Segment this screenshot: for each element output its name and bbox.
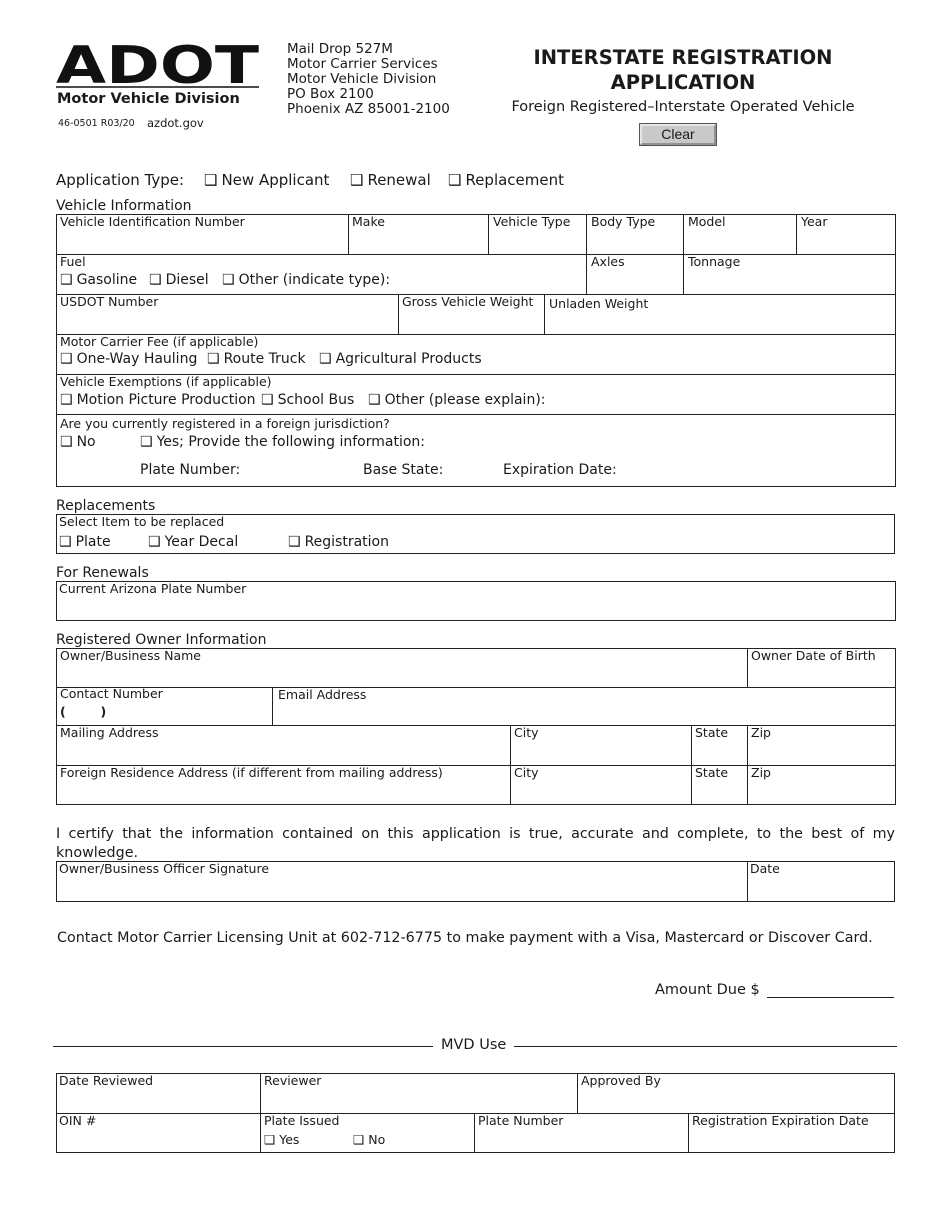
signature-date-field[interactable]: Date: [750, 861, 780, 876]
foreign-address-field[interactable]: Foreign Residence Address (if different from mailing address): [60, 765, 443, 780]
page-subtitle: Foreign Registered–Interstate Operated Vehicle: [511, 99, 855, 115]
foreign-zip-field[interactable]: Zip: [751, 765, 771, 780]
tonnage-field[interactable]: Tonnage: [688, 254, 741, 269]
contact-number-field[interactable]: Contact Number: [60, 686, 163, 701]
title-line: APPLICATION: [610, 71, 756, 94]
year-field[interactable]: Year: [801, 214, 828, 229]
approved-by-field[interactable]: Approved By: [581, 1073, 661, 1088]
usdot-field[interactable]: USDOT Number: [60, 294, 159, 309]
replacement-checkbox[interactable]: ❑ Replacement: [448, 171, 564, 189]
col-divider: [260, 1073, 261, 1153]
col-divider: [272, 687, 273, 725]
mvd-plate-number-field[interactable]: Plate Number: [478, 1113, 564, 1128]
fuel-label: Fuel: [60, 254, 86, 269]
col-divider: [398, 294, 399, 334]
address-line: Phoenix AZ 85001-2100: [287, 101, 450, 117]
expiration-date-label[interactable]: Expiration Date:: [503, 462, 617, 478]
mailing-address-field[interactable]: Mailing Address: [60, 725, 159, 740]
col-divider: [796, 214, 797, 254]
mvd-use-heading: MVD Use: [441, 1037, 507, 1053]
plate-number-label[interactable]: Plate Number:: [140, 462, 241, 478]
col-divider: [683, 214, 684, 254]
year-decal-checkbox[interactable]: ❑ Year Decal: [148, 534, 238, 550]
select-item-label: Select Item to be replaced: [59, 514, 225, 529]
amount-due-input[interactable]: [767, 997, 894, 998]
new-applicant-checkbox[interactable]: ❑ New Applicant: [204, 171, 329, 189]
reviewer-field[interactable]: Reviewer: [264, 1073, 322, 1088]
col-divider: [586, 254, 587, 294]
page-title: [500, 45, 866, 95]
amount-due-label: Amount Due $: [655, 982, 760, 998]
exemptions-label: Vehicle Exemptions (if applicable): [60, 374, 272, 389]
owner-dob-field[interactable]: Owner Date of Birth: [751, 648, 876, 663]
form-number: 46-0501 R03/20: [58, 118, 135, 129]
adot-logo-graphic: [56, 40, 261, 88]
renewals-heading: For Renewals: [56, 565, 149, 581]
school-bus-checkbox[interactable]: ❑ School Bus: [261, 392, 354, 408]
foreign-jurisdiction-question: Are you currently registered in a foreign jurisdiction?: [60, 416, 390, 431]
website: azdot.gov: [147, 116, 204, 130]
oin-field[interactable]: OIN #: [59, 1113, 97, 1128]
col-divider: [488, 214, 489, 254]
date-reviewed-field[interactable]: Date Reviewed: [59, 1073, 154, 1088]
agricultural-products-checkbox[interactable]: ❑ Agricultural Products: [319, 351, 482, 367]
axles-field[interactable]: Axles: [591, 254, 625, 269]
address-line: Motor Vehicle Division: [287, 71, 437, 87]
col-divider: [544, 294, 545, 334]
email-field[interactable]: Email Address: [278, 687, 367, 702]
foreign-city-field[interactable]: City: [514, 765, 539, 780]
adot-logo: [56, 40, 261, 88]
replacements-heading: Replacements: [56, 498, 156, 514]
route-truck-checkbox[interactable]: ❑ Route Truck: [207, 351, 306, 367]
other-exemption-checkbox[interactable]: ❑ Other (please explain):: [368, 392, 546, 408]
address-line: Motor Carrier Services: [287, 56, 438, 72]
make-field[interactable]: Make: [352, 214, 385, 229]
address-line: PO Box 2100: [287, 86, 374, 102]
reg-expiration-field[interactable]: Registration Expiration Date: [692, 1113, 869, 1128]
row-divider: [56, 414, 896, 415]
other-fuel-checkbox[interactable]: ❑ Other (indicate type):: [222, 272, 390, 288]
vehicle-information-heading: Vehicle Information: [56, 198, 192, 214]
owner-name-field[interactable]: Owner/Business Name: [60, 648, 201, 663]
mvd-divider-left: [53, 1046, 433, 1047]
diesel-checkbox[interactable]: ❑ Diesel: [149, 272, 209, 288]
plate-issued-label: Plate Issued: [264, 1113, 340, 1128]
col-divider: [683, 254, 684, 294]
foreign-no-checkbox[interactable]: ❑ No: [60, 434, 96, 450]
mailing-zip-field[interactable]: Zip: [751, 725, 771, 740]
plate-issued-no-checkbox[interactable]: ❑ No: [353, 1132, 385, 1147]
row-divider: [56, 254, 896, 255]
unladen-weight-field[interactable]: Unladen Weight: [549, 296, 649, 311]
col-divider: [747, 861, 748, 902]
application-type-label: Application Type:: [56, 171, 185, 189]
col-divider: [577, 1073, 578, 1113]
col-divider: [688, 1113, 689, 1153]
plate-checkbox[interactable]: ❑ Plate: [59, 534, 111, 550]
col-divider: [348, 214, 349, 254]
owner-info-heading: Registered Owner Information: [56, 632, 267, 648]
phone-area-code: ( ): [60, 704, 107, 719]
col-divider: [474, 1113, 475, 1153]
foreign-state-field[interactable]: State: [695, 765, 729, 780]
col-divider: [510, 725, 511, 805]
gross-weight-field[interactable]: Gross Vehicle Weight: [402, 294, 534, 309]
col-divider: [586, 214, 587, 254]
base-state-label[interactable]: Base State:: [363, 462, 444, 478]
certification-text: I certify that the information contained on this application is true, accurate and complete, to the best of my knowledge.: [56, 826, 895, 861]
title-line: INTERSTATE REGISTRATION: [533, 46, 833, 69]
mailing-city-field[interactable]: City: [514, 725, 539, 740]
mailing-address-block: [287, 42, 450, 117]
carrier-fee-label: Motor Carrier Fee (if applicable): [60, 334, 259, 349]
foreign-yes-checkbox[interactable]: ❑ Yes; Provide the following information:: [140, 434, 425, 450]
current-plate-field[interactable]: Current Arizona Plate Number: [59, 581, 247, 596]
payment-contact-text: Contact Motor Carrier Licensing Unit at 602-712-6775 to make payment with a Visa, Mastercard or Discover Card.: [57, 930, 873, 946]
signature-field[interactable]: Owner/Business Officer Signature: [59, 861, 270, 876]
clear-button[interactable]: Clear: [640, 124, 716, 145]
vehicle-type-field[interactable]: Vehicle Type: [493, 214, 571, 229]
plate-issued-yes-checkbox[interactable]: ❑ Yes: [264, 1132, 299, 1147]
mvd-divider-right: [514, 1046, 897, 1047]
col-divider: [747, 725, 748, 805]
body-type-field[interactable]: Body Type: [591, 214, 656, 229]
col-divider: [691, 725, 692, 805]
registration-checkbox[interactable]: ❑ Registration: [288, 534, 389, 550]
division-name: Motor Vehicle Division: [57, 91, 240, 107]
model-field[interactable]: Model: [688, 214, 726, 229]
logo-text: ADOT: [56, 40, 260, 88]
renewal-checkbox[interactable]: ❑ Renewal: [350, 171, 431, 189]
vin-field[interactable]: Vehicle Identification Number: [60, 214, 245, 229]
motion-picture-checkbox[interactable]: ❑ Motion Picture Production: [60, 392, 256, 408]
one-way-hauling-checkbox[interactable]: ❑ One-Way Hauling: [60, 351, 197, 367]
col-divider: [747, 648, 748, 687]
row-divider: [56, 687, 896, 688]
address-line: Mail Drop 527M: [287, 41, 393, 57]
mailing-state-field[interactable]: State: [695, 725, 729, 740]
gasoline-checkbox[interactable]: ❑ Gasoline: [60, 272, 137, 288]
